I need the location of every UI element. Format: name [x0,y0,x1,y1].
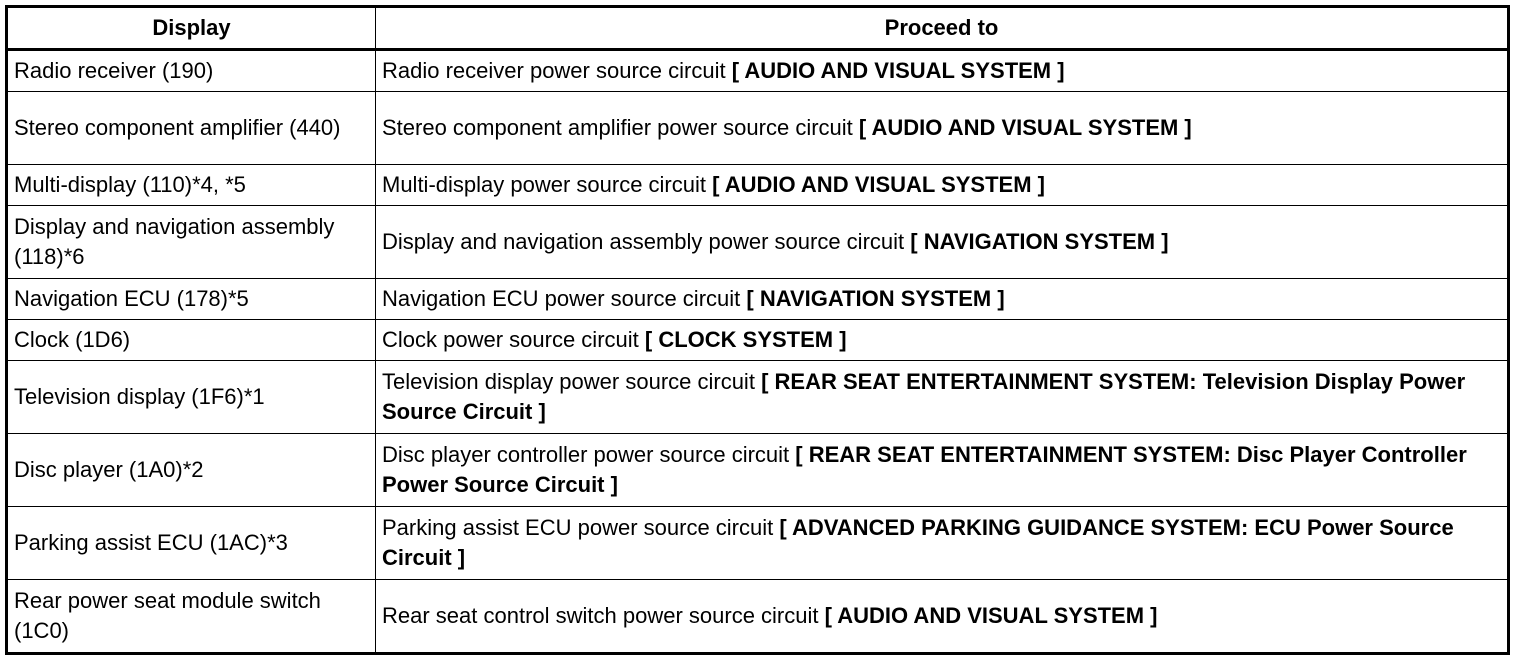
proceed-cell [376,165,1509,206]
display-cell: Radio receiver (190) [7,50,376,92]
display-cell: Clock (1D6) [7,320,376,361]
proceed-cell [376,580,1509,654]
table-row [7,92,1509,165]
system-reference: [ NAVIGATION SYSTEM ] [910,229,1169,254]
proceed-cell [376,206,1509,279]
system-reference: [ CLOCK SYSTEM ] [644,327,847,352]
display-cell: Stereo component amplifier (440) [7,92,376,165]
proceed-text: Television display power source circuit [382,369,762,394]
proceed-cell [376,50,1509,92]
table-row [7,206,1509,279]
display-proceed-table [5,5,1510,655]
table-row [7,279,1509,320]
proceed-text: Disc player controller power source circuit [382,442,796,467]
display-cell: Parking assist ECU (1AC)*3 [7,507,376,580]
proceed-cell [376,507,1509,580]
proceed-text: Rear seat control switch power source circuit [382,603,825,628]
proceed-text: Radio receiver power source circuit [382,58,732,83]
table-header-row [7,7,1509,50]
table-row [7,580,1509,654]
proceed-text: Multi-display power source circuit [382,172,713,197]
proceed-text: Stereo component amplifier power source circuit [382,115,859,140]
proceed-cell [376,279,1509,320]
system-reference: [ ADVANCED PARKING GUIDANCE SYSTEM: ECU Power Source Circuit ] [382,515,1454,570]
proceed-text: Parking assist ECU power source circuit [382,515,780,540]
table-row [7,507,1509,580]
display-cell: Disc player (1A0)*2 [7,434,376,507]
system-reference: [ AUDIO AND VISUAL SYSTEM ] [731,58,1065,83]
proceed-text: Display and navigation assembly power source circuit [382,229,911,254]
table-row [7,361,1509,434]
display-cell: Rear power seat module switch (1C0) [7,580,376,654]
table-row [7,50,1509,92]
column-header-display: Display [7,7,376,50]
display-cell: Multi-display (110)*4, *5 [7,165,376,206]
system-reference: [ AUDIO AND VISUAL SYSTEM ] [824,603,1158,628]
table-row [7,434,1509,507]
proceed-cell [376,320,1509,361]
proceed-cell [376,361,1509,434]
proceed-text: Clock power source circuit [382,327,645,352]
proceed-cell [376,92,1509,165]
proceed-cell [376,434,1509,507]
display-cell: Display and navigation assembly (118)*6 [7,206,376,279]
table-row [7,320,1509,361]
proceed-text: Navigation ECU power source circuit [382,286,747,311]
system-reference: [ AUDIO AND VISUAL SYSTEM ] [858,115,1192,140]
system-reference: [ AUDIO AND VISUAL SYSTEM ] [712,172,1045,197]
display-cell: Navigation ECU (178)*5 [7,279,376,320]
display-cell: Television display (1F6)*1 [7,361,376,434]
system-reference: [ REAR SEAT ENTERTAINMENT SYSTEM: Television Display Power Source Circuit ] [382,369,1466,424]
table-row [7,165,1509,206]
system-reference: [ REAR SEAT ENTERTAINMENT SYSTEM: Disc Player Controller Power Source Circuit ] [382,442,1467,497]
column-header-proceed: Proceed to [376,7,1509,50]
system-reference: [ NAVIGATION SYSTEM ] [746,286,1005,311]
